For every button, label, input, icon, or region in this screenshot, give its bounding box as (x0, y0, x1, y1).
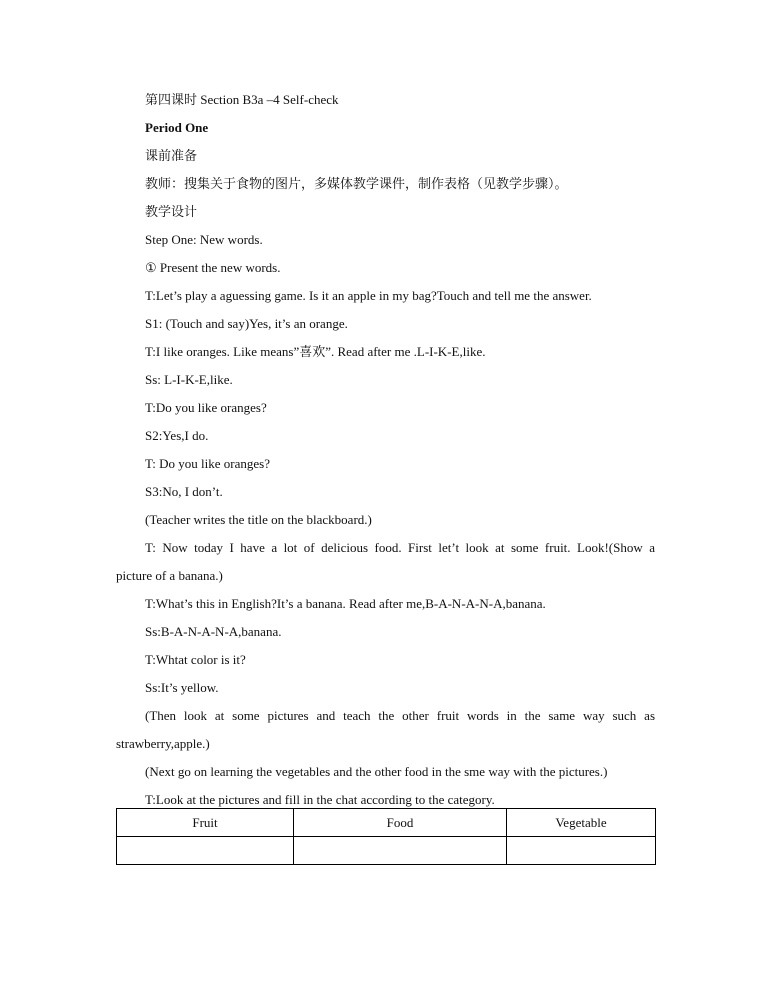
header-vegetable: Vegetable (507, 809, 656, 837)
present-words-item: ① Present the new words. (145, 260, 281, 275)
period-title: Period One (145, 120, 209, 135)
food-cell[interactable] (294, 837, 507, 865)
dialogue-line: T:What’s this in English?It’s a banana. Read after me,B-A-N-A-N-A,banana. (145, 596, 546, 611)
stage-direction: (Teacher writes the title on the blackboard.) (145, 512, 372, 527)
stage-direction: (Next go on learning the vegetables and the other food in the sme way with the pictures.) (145, 764, 608, 779)
preparation-heading: 课前准备 (145, 148, 198, 163)
dialogue-line: T: Do you like oranges? (145, 456, 270, 471)
vegetable-cell[interactable] (507, 837, 656, 865)
dialogue-line: T:Do you like oranges? (145, 400, 267, 415)
lesson-heading: 第四课时 Section B3a –4 Self-check (145, 92, 339, 107)
dialogue-line: T:Look at the pictures and fill in the chat according to the category. (145, 792, 495, 807)
dialogue-line: T:I like oranges. Like means”喜欢”. Read after me .L-I-K-E,like. (145, 344, 486, 359)
dialogue-line: T:Let’s play a aguessing game. Is it an apple in my bag?Touch and tell me the answer. (145, 288, 592, 303)
stage-direction-continuation: strawberry,apple.) (116, 736, 210, 751)
dialogue-line: T:Whtat color is it? (145, 652, 246, 667)
dialogue-line: Ss:B-A-N-A-N-A,banana. (145, 624, 282, 639)
dialogue-line: Ss:It’s yellow. (145, 680, 219, 695)
table-header-row (117, 809, 656, 837)
stage-direction: (Then look at some pictures and teach the other fruit words in the same way such as (145, 708, 655, 723)
dialogue-line: S1: (Touch and say)Yes, it’s an orange. (145, 316, 348, 331)
design-heading: 教学设计 (145, 204, 198, 219)
table-row (117, 837, 656, 865)
dialogue-line: S2:Yes,I do. (145, 428, 209, 443)
step-one-heading: Step One: New words. (145, 232, 263, 247)
header-fruit: Fruit (117, 809, 294, 837)
fruit-cell[interactable] (117, 837, 294, 865)
dialogue-line: T: Now today I have a lot of delicious food. First let’t look at some fruit. Look!(Show a (145, 540, 655, 555)
teacher-preparation: 教师：搜集关于食物的图片，多媒体教学课件，制作表格（见教学步骤）。 (145, 176, 568, 191)
dialogue-line-continuation: picture of a banana.) (116, 568, 223, 583)
category-table (116, 808, 656, 865)
dialogue-line: S3:No, I don’t. (145, 484, 223, 499)
dialogue-line: Ss: L-I-K-E,like. (145, 372, 233, 387)
header-food: Food (294, 809, 507, 837)
